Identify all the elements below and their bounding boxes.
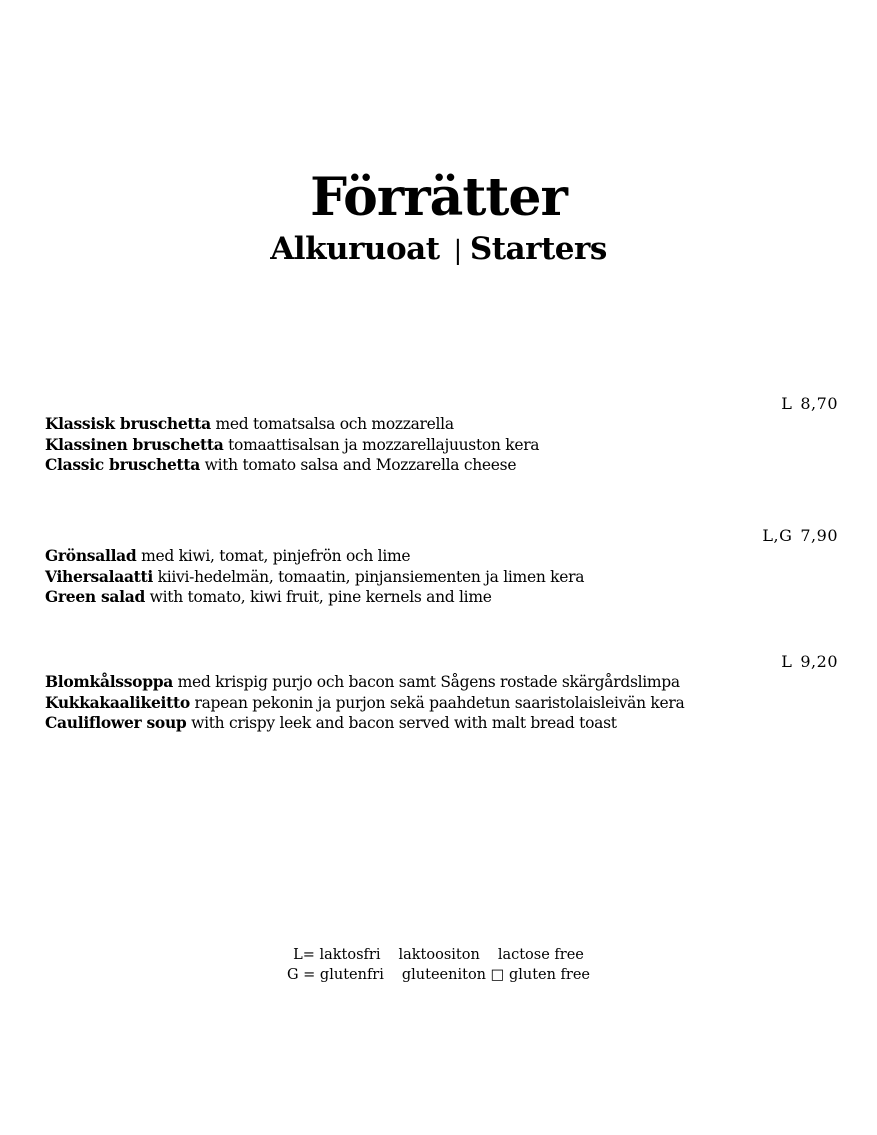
price-value: 7,90 xyxy=(800,526,838,545)
dish-name: Green salad xyxy=(45,587,146,606)
price-value: 8,70 xyxy=(800,394,838,413)
dish-name: Blomkålssoppa xyxy=(45,672,174,691)
legend-lactose-key: L= laktosfri xyxy=(293,947,381,963)
legend-lactose-english: lactose free xyxy=(497,947,584,963)
dish-description: with crispy leek and bacon served with malt bread toast xyxy=(186,714,617,732)
legend-lactose-row xyxy=(0,945,877,965)
item-line-swedish xyxy=(45,546,584,567)
item-line-english xyxy=(45,587,584,608)
diet-tags: L xyxy=(781,652,793,671)
dish-description: with tomato, kiwi fruit, pine kernels and lime xyxy=(145,588,492,606)
dish-name: Kukkakaalikeitto xyxy=(45,692,190,712)
legend-gluten-key: G = glutenfri xyxy=(286,967,384,983)
diet-tags: L xyxy=(781,394,793,413)
item-line-finnish xyxy=(45,693,684,714)
price-tag xyxy=(781,652,838,672)
page-title: Förrätter xyxy=(310,167,567,228)
price-tag xyxy=(762,526,838,546)
legend-lactose-finnish: laktoositon xyxy=(398,947,480,963)
legend-gluten-english: gluten free xyxy=(508,967,591,983)
dish-description: med tomatsalsa och mozzarella xyxy=(210,415,454,433)
diet-tags: L,G xyxy=(762,526,793,545)
page-subtitle xyxy=(0,228,877,272)
dish-description: rapean pekonin ja purjon sekä paahdetun saaristolaisleivän kera xyxy=(189,693,685,712)
price-tag xyxy=(781,394,838,414)
dish-description: med krispig purjo och bacon samt Sågens rostade skärgårdslimpa xyxy=(173,673,680,691)
item-line-english xyxy=(45,713,684,734)
dish-name: Grönsallad xyxy=(45,546,137,565)
dish-description: with tomato salsa and Mozzarella cheese xyxy=(199,456,517,474)
dish-description: med kiwi, tomat, pinjefrön och lime xyxy=(136,547,411,565)
item-line-english xyxy=(45,455,539,476)
item-line-swedish xyxy=(45,672,684,693)
dish-name: Cauliflower soup xyxy=(45,713,187,732)
dish-name: Klassisk bruschetta xyxy=(45,414,211,433)
dish-description: tomaattisalsan ja mozzarellajuuston kera xyxy=(223,435,540,454)
menu-item xyxy=(45,546,584,608)
legend-gluten-finnish: gluteeniton xyxy=(401,967,487,983)
subtitle-separator: | xyxy=(453,236,462,266)
legend-gluten-mark: □ xyxy=(490,967,505,983)
subtitle-english: Starters xyxy=(469,231,607,267)
menu-item xyxy=(45,672,684,734)
allergen-legend xyxy=(0,945,877,985)
dish-name: Vihersalaatti xyxy=(45,566,153,586)
menu-item xyxy=(45,414,539,476)
item-line-swedish xyxy=(45,414,539,435)
dish-description: kiivi-hedelmän, tomaatin, pinjansiementen ja limen kera xyxy=(153,567,585,586)
price-value: 9,20 xyxy=(800,652,838,671)
subtitle-finnish: Alkuruoat xyxy=(270,231,440,267)
dish-name: Classic bruschetta xyxy=(45,455,200,474)
legend-gluten-row xyxy=(0,965,877,985)
dish-name: Klassinen bruschetta xyxy=(45,434,224,454)
item-line-finnish xyxy=(45,567,584,588)
item-line-finnish xyxy=(45,435,539,456)
